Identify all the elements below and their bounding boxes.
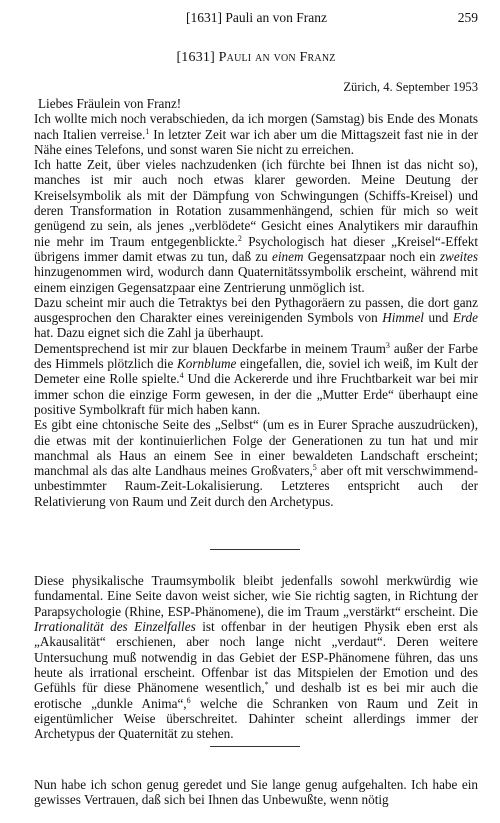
paragraph: Nun habe ich schon genug geredet und Sie lange genug aufgehalten. Ich habe ein gewisses Vertrauen, daß sich bei Ihnen das Unbewußte, wenn nötig <box>34 777 478 808</box>
running-title: [1631] Pauli an von Franz <box>186 10 327 25</box>
paragraph: Es gibt eine chtonische Seite des „Selbst“ (um es in Eurer Sprache auszudrücken), die etwas mit der kontinuierlichen Folge der Generationen zu tun hat und mir manchmal als Haus an einem See in einer bewaldeten Landschaft erscheint; manchmal als das alte Landhaus meines Großvaters,$^5$ aber oft mit verschwimmend-unbestimmter Raum-Zeit-Lokalisierung. Letzteres entspricht auch der Relativierung von Raum und Zeit durch den Archetypus. <box>34 417 479 509</box>
salutation: Liebes Fräulein von Franz! <box>38 96 182 111</box>
letter-body-section-2 <box>34 560 478 755</box>
running-header <box>34 10 478 28</box>
paragraph: Diese physikalische Traumsymbolik bleibt jedenfalls sowohl merkwürdig wie fundamental. Eine Seite davon weist sicher, wie Sie richtig sagten, in Richtung der Parapsychologie (Rhine, ESP-Phänomene), die im Traum „verstärkt“ erscheint. Die Irrationalität des Einzelfalles ist offenbar in der heutigen Physik eben erst als „Akausalität“ erschienen, aber noch lange nicht „verdaut“. Deren weitere Untersuchung muß notwendig in das Gebiet der ESP-Phänomene führen, das uns heute als irrational erscheint. Offenbar ist das Mitspielen der Emotion und des Gefühls für diese Phänomene wesentlich,* und deshalb ist es bei mir auch die erotische „dunkle Anima“,$^6$ welche die Schranken von Raum und Zeit in eigentümlicher Weise überschreitet. Dahinter scheint allerdings immer der Archetypus der Quaternität zu stehen. <box>34 573 478 742</box>
section-divider <box>210 746 300 747</box>
letter-body-section-3 <box>34 764 478 821</box>
letter-number: [1631] <box>176 50 215 65</box>
footnote-ref: 1 <box>145 126 150 136</box>
letter-body-section-1 <box>34 96 478 509</box>
footnote-ref: 6 <box>186 695 191 705</box>
dateline: Zürich, 4. September 1953 <box>343 80 478 94</box>
footnote-ref: 4 <box>179 371 184 381</box>
letter-heading <box>34 50 478 65</box>
paragraph: Dementsprechend ist mir zur blauen Deckfarbe in meinem Traum$^3$ außer der Farbe des Himmels plötzlich die Kornblume eingefallen, die, soviel ich weiß, im Kult der Demeter eine Rolle spielte.$^4$ Und die Ackererde und ihre Fruchtbarkeit war bei mir immer schon die einzige Form gewesen, in der die „Mutter Erde“ überhaupt eine positive Symbolkraft für mich haben kann. <box>34 340 478 417</box>
paragraph: Dazu scheint mir auch die Tetraktys bei den Pythagoräern zu passen, die dort ganz ausgesprochen den Charakter eines vereinigenden Symbols von Himmel und Erde hat. Dazu eignet sich die Zahl ja überhaupt. <box>34 294 479 341</box>
paragraph: Ich hatte Zeit, über vieles nachzudenken (ich fürchte bei Ihnen ist das nicht so), manches ist mir auch noch etwas klarer geworden. Meine Deutung der Kreiselsymbolik als mit der Dämpfung von Schwingungen (Schiffs-Kreisel) und deren Transformation in Rotation zusammenhängend, schien für mich so weit genügend zu sein, als jenes „verblödete“ Gesicht eines Analytikers mir daraufhin nie mehr im Traum entgegenblickte.$^2$ Psychologisch hat dieser „Kreisel“-Effekt übrigens immer damit etwas zu tun, daß zu einem Gegensatzpaar noch ein zweites hinzugenommen wird, wodurch dann Quaternitätssymbolik erscheint, während mit einem einzigen Gegensatzpaar eine Zentrierung unmöglich ist. <box>34 157 479 295</box>
footnote-ref: 3 <box>385 340 390 350</box>
page-number: 259 <box>457 10 478 25</box>
letter-title: Pauli an von Franz <box>218 50 336 65</box>
section-divider <box>210 549 300 550</box>
paragraph: Ich wollte mich noch verabschieden, da ich morgen (Samstag) bis Ende des Monats nach Italien verreise.$^1$ In letzter Zeit war ich aber um die Mittagszeit fast nie in der Nähe eines Telefons, und sonst waren Sie nicht zu erreichen. <box>34 111 478 157</box>
footnote-ref: 2 <box>237 233 242 243</box>
footnote-ref: 5 <box>312 463 317 473</box>
footnote-ref: * <box>264 680 269 690</box>
